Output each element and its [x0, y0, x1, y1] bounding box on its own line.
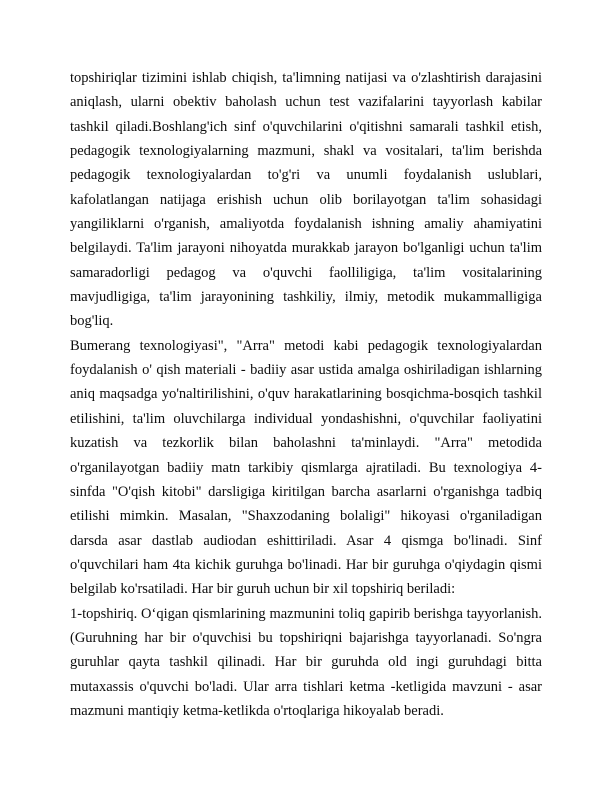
paragraph-bumerang-arra-method: Bumerang texnologiyasi", "Arra" metodi kabi pedagogik texnologiyalardan foydalanish o' qish materiali - badiiy asar ustida amalga oshiriladigan ishlarning aniq maqsadga yo'naltirilishini, o'quv harakatlarining bosqichma-bosqich tashkil etilishini, ta'lim oluvchilarga individual yondashishni, o'quvchilar faoliyatini kuzatish va tezkorlik bilan baholashni ta'minlaydi. "Arra" metodida o'rganilayotgan badiiy matn tarkibiy qismlarga ajratiladi. Bu texnologiya 4-sinfda "O'qish kitobi" darsligiga kiritilgan barcha asarlarni o'rganishga tadbiq etilishi mimkin. Masalan, "Shaxzodaning bolaligi" hikoyasi o'rganiladigan darsda asar dastlab audiodan eshittiriladi. Asar 4 qismga bo'linadi. Sinf o'quvchilari ham 4ta kichik guruhga bo'linadi. Har bir guruhga o'qiydagin qismi belgilab ko'rsatiladi. Har bir guruh uchun bir xil topshiriq beriladi:: [70, 337, 542, 598]
paragraph-task-1: 1-topshiriq. O‘qigan qismlarining mazmunini toliq gapirib berishga tayyorlanish. (Guruhning har bir o'quvchisi bu topshiriqni bajarishga tayyorlanadi. So'ngra guruhlar qayta tashkil qilinadi. Har bir guruhda old ingi guruhdagi bitta mutaxassis o'quvchi bo'ladi. Ular arra tishlari ketma -ketligida mavzuni - asar mazmuni mantiqiy ketma-ketlikda o'rtoqlariga hikoyalab beradi.: [70, 605, 542, 719]
paragraph-teaching-organization: topshiriqlar tizimini ishlab chiqish, ta'limning natijasi va o'zlashtirish darajasini aniqlash, ularni obektiv baholash uchun test vazifalarini tayyorlash kabilar tashkil qiladi.Boshlang'ich sinf o'quvchilarini o'qitishni samarali tashkil etish, pedagogik texnologiyalarning mazmuni, shakl va vositalari, ta'lim berishda pedagogik texnologiyalardan to'g'ri va unumli foydalanish uslublari, kafolatlangan natijaga erishish uchun olib borilayotgan ta'lim sohasidagi yangiliklarni o'rganish, amaliyotda foydalanish ishning amaliy ahamiyatini belgilaydi. Ta'lim jarayoni nihoyatda murakkab jarayon bo'lganligi uchun ta'lim samaradorligi pedagog va o'quvchi faolliligiga, ta'lim vositalarining mavjudligiga, ta'lim jarayonining tashkiliy, ilmiy, metodik mukammalligiga bog'liq.: [70, 70, 542, 330]
